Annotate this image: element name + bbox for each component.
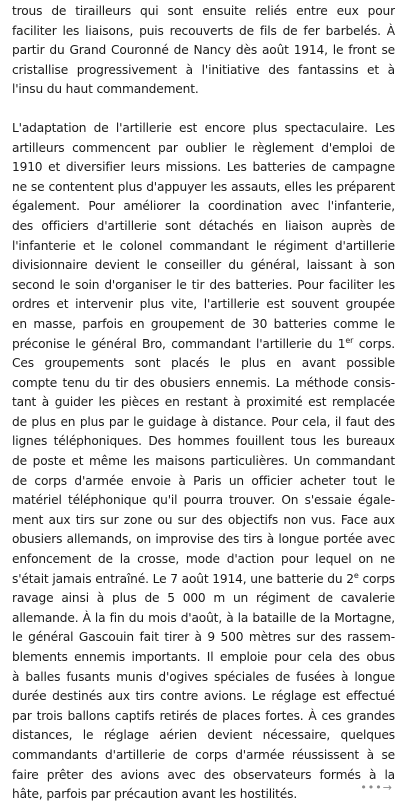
text-line: faciliter les liaisons, puis recouverts de fils de fer barbelés. À xyxy=(12,23,395,38)
text-line: ravage ainsi à plus de 5 000 m un régiment de cavalerie xyxy=(12,591,395,606)
text-line: allemande. À la fin du mois d'août, à la bataille de la Mortagne, xyxy=(12,610,395,625)
text-line: tant à guider les pièces en restant à proximité est remplacée xyxy=(12,395,395,410)
text-line: de poste et même les maisons particulières. Un commandant xyxy=(12,454,395,469)
text-line: ordres et intervenir plus vite, l'artillerie est souvent groupée xyxy=(12,297,395,312)
text-line: l'infanterie et le colonel commandant le régiment d'artillerie xyxy=(12,238,395,253)
text-line: L'adaptation de l'artillerie est encore plus spectaculaire. Les xyxy=(12,120,395,135)
paragraph-artillery-adaptation xyxy=(12,119,395,805)
text-line-with-superscript xyxy=(12,335,395,355)
continue-arrow-icon: •••→ xyxy=(360,781,393,794)
paragraph-trench-warfare xyxy=(12,2,395,100)
text-line: cristallise progressivement à l'initiative des fantassins et à xyxy=(12,62,395,77)
text-line: faire prêter des avions avec des observateurs formés à la xyxy=(12,767,395,782)
ordinal-superscript: e xyxy=(353,570,359,580)
text-line: le général Gascouin fait tirer à 9 500 mètres sur des rassem- xyxy=(12,630,395,645)
paragraph-spacer xyxy=(12,100,395,119)
text-fragment: préconise le général Bro, commandant l'artillerie du 1 xyxy=(12,336,346,351)
text-line: obusiers allemands, on improvise des tirs à longue portée avec xyxy=(12,532,395,547)
text-line: enfoncement de la crosse, mode d'action pour lequel on ne xyxy=(12,552,395,567)
text-line-with-superscript xyxy=(12,570,395,590)
text-line: divisionnaire devient le conseiller du général, laissant à son xyxy=(12,258,395,273)
text-line: blements ennemis importants. Il emploie pour cela des obus xyxy=(12,650,395,664)
text-line: également. Pour améliorer la coordination avec l'infanterie, xyxy=(12,199,395,214)
ordinal-superscript: er xyxy=(345,335,354,345)
text-line: lignes téléphoniques. Des hommes fouillent tous les bureaux xyxy=(12,434,395,449)
text-fragment: corps xyxy=(358,571,395,586)
text-line: en masse, parfois en groupement de 30 batteries comme le xyxy=(12,316,395,331)
text-line: second le soin d'organiser le tir des batteries. Pour faciliter les xyxy=(12,277,395,292)
text-line: 1910 et diversifier leurs missions. Les batteries de campagne xyxy=(12,160,395,175)
text-line: de plus en plus par le guidage à distance. Pour cela, il faut des xyxy=(12,414,395,429)
text-line: ment aux tirs sur zone ou sur des objectifs non vus. Face aux xyxy=(12,512,395,527)
text-line: commandants d'artillerie de corps d'armée réussissent à se xyxy=(12,747,395,762)
text-line: des officiers d'artillerie sont détachés en liaison auprès de xyxy=(12,218,395,233)
text-line: matériel téléphonique qu'il pourra trouver. On s'essaie égale- xyxy=(12,493,395,508)
text-line: de corps d'armée envoie à Paris un officier acheter tout le xyxy=(12,473,395,488)
text-line: par trois ballons captifs retirés de places fortes. À ces grandes xyxy=(12,708,395,723)
text-line: durée destinés aux tirs contre avions. Le réglage est effectué xyxy=(12,689,395,704)
text-line: à balles fusants munis d'ogives spéciales de fusées à longue xyxy=(12,669,395,684)
text-line: partir du Grand Couronné de Nancy dès août 1914, le front se xyxy=(12,43,395,58)
text-line: hâte, parfois par précaution avant les hostilités. xyxy=(12,787,298,802)
text-fragment: s'était jamais entraîné. Le 7 août 1914, une batterie du 2 xyxy=(12,571,354,586)
text-line: artilleurs commencent par oublier le règlement d'emploi de xyxy=(12,140,395,155)
text-line: trous de tirailleurs qui sont ensuite reliés entre eux pour xyxy=(12,4,395,18)
text-line: compte tenu du tir des obusiers ennemis. La méthode consis- xyxy=(12,375,395,390)
text-line: Ces groupements sont placés le plus en avant possible xyxy=(12,356,395,371)
text-line: ne se contentent plus d'appuyer les assauts, elles les préparent xyxy=(12,179,395,194)
text-line: l'insu du haut commandement. xyxy=(12,82,199,97)
text-fragment: corps. xyxy=(353,336,395,351)
text-line: distances, le réglage aérien devient nécessaire, quelques xyxy=(12,728,395,743)
